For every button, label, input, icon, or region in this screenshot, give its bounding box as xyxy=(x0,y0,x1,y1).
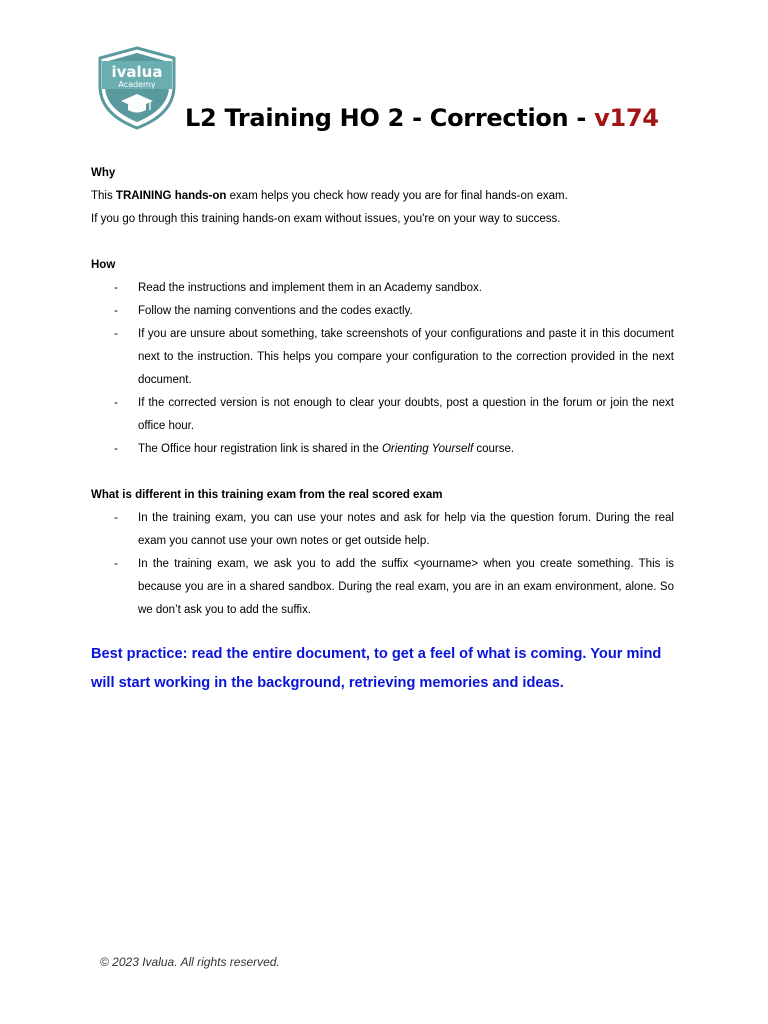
document-body xyxy=(91,162,674,698)
why-paragraph-1 xyxy=(91,185,674,208)
why-text-end: exam helps you check how ready you are for final hands-on exam. xyxy=(226,190,568,202)
title-version: v174 xyxy=(594,104,659,132)
best-practice-note: Best practice: read the entire document, to get a feel of what is coming. Your mind will start working in the background, retrieving memories and ideas. xyxy=(91,646,662,691)
list-item-text-end: course. xyxy=(473,443,515,455)
how-heading: How xyxy=(91,259,116,271)
list-item-text: The Office hour registration link is shared in the xyxy=(138,443,382,455)
list-item: - In the training exam, you can use your notes and ask for help via the question forum. During the real exam you cannot use your own notes or get outside help. xyxy=(91,507,674,553)
title-main: L2 Training HO 2 - Correction - xyxy=(185,104,595,132)
why-bold-text: TRAINING hands-on xyxy=(115,190,227,202)
list-item: - Read the instructions and implement them in an Academy sandbox. xyxy=(91,277,674,300)
difference-heading: What is different in this training exam from the real scored exam xyxy=(91,489,443,501)
difference-list xyxy=(91,507,674,622)
logo-text-ivalua: ivalua xyxy=(111,63,163,81)
why-heading: Why xyxy=(91,167,116,179)
page-title xyxy=(185,104,659,132)
why-text: This xyxy=(91,190,116,202)
course-name: Orienting Yourself xyxy=(381,443,474,455)
copyright-footer: © 2023 Ivalua. All rights reserved. xyxy=(100,955,280,969)
ivalua-academy-logo xyxy=(97,46,177,130)
list-item: - If you are unsure about something, take screenshots of your configurations and paste it in this document next to the instruction. This helps you compare your configuration to the correction provided in the next document. xyxy=(91,323,674,392)
list-item xyxy=(91,438,674,461)
list-item: - In the training exam, we ask you to add the suffix <yourname> when you create something. This is because you are in a shared sandbox. During the real exam, you are in an exam environment, alone. So we don’t ask you to add the suffix. xyxy=(91,553,674,622)
why-paragraph-2: If you go through this training hands-on exam without issues, you're on your way to success. xyxy=(91,213,561,225)
logo-text-academy: Academy xyxy=(118,80,156,89)
how-list xyxy=(91,277,674,461)
shield-icon xyxy=(97,46,177,130)
list-item: - If the corrected version is not enough to clear your doubts, post a question in the forum or join the next office hour. xyxy=(91,392,674,438)
list-item: - Follow the naming conventions and the codes exactly. xyxy=(91,300,674,323)
